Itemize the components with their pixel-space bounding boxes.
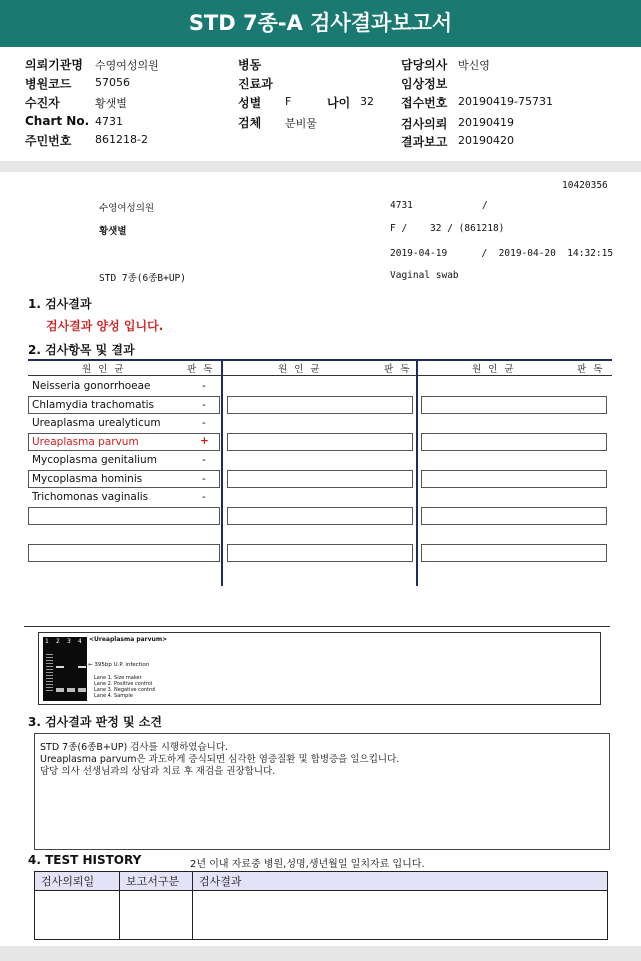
specimen-value: 분비물 bbox=[285, 117, 317, 130]
hospital-name-value: 수영여성의원 bbox=[95, 59, 159, 72]
meta-chart: 4731 bbox=[390, 200, 413, 211]
report-date-label: 결과보고 bbox=[401, 135, 448, 149]
gel-legend-item: Lane 1. Size maker bbox=[94, 675, 142, 681]
result-summary: 검사결과 양성 입니다. bbox=[46, 319, 164, 333]
pathogen-result: - bbox=[202, 473, 206, 485]
results-col-divider-2 bbox=[416, 359, 418, 586]
patient-name-label: 수진자 bbox=[25, 96, 60, 110]
col-header-pathogen-1: 원 인 균 bbox=[82, 364, 126, 375]
sex-value: F bbox=[285, 95, 292, 108]
request-date-value: 20190419 bbox=[458, 116, 514, 129]
col-header-pathogen-2: 원 인 균 bbox=[278, 364, 322, 375]
result-row-box-empty bbox=[28, 544, 220, 562]
meta-test-name: STD 7종(6종B+UP) bbox=[99, 273, 186, 284]
specimen-label: 검체 bbox=[238, 116, 262, 130]
gel-legend-item: Lane 4. Sample bbox=[94, 693, 133, 699]
gel-band bbox=[56, 666, 64, 668]
pathogen-result: - bbox=[202, 491, 206, 503]
resident-no-value: 861218-2 bbox=[95, 133, 148, 146]
gel-legend-item: Lane 2. Positive control bbox=[94, 681, 153, 687]
header-separator bbox=[0, 161, 641, 172]
pathogen-name: Trichomonas vaginalis bbox=[32, 491, 149, 503]
history-cell bbox=[120, 891, 193, 940]
chart-no-value: 4731 bbox=[95, 115, 123, 128]
opinion-line: Ureaplasma parvum은 과도하게 증식되면 심각한 염증질환 및 합병증을 일으킵니다. bbox=[40, 754, 400, 765]
section2-title: 2. 검사항목 및 결과 bbox=[28, 343, 135, 357]
age-label: 나이 bbox=[327, 96, 351, 110]
lane-number: 2 bbox=[56, 638, 60, 645]
result-row-box-empty bbox=[421, 544, 607, 562]
report-date-value: 20190420 bbox=[458, 134, 514, 147]
col-header-pathogen-3: 원 인 균 bbox=[472, 364, 516, 375]
footer-separator bbox=[0, 946, 641, 961]
result-row-box-empty bbox=[421, 396, 607, 414]
gel-band bbox=[67, 688, 75, 692]
col-header-judge-3: 판 독 bbox=[577, 364, 605, 375]
result-row-box-empty bbox=[421, 507, 607, 525]
result-row-box-empty bbox=[227, 544, 413, 562]
sex-label: 성별 bbox=[238, 96, 262, 110]
result-row-box-empty bbox=[227, 396, 413, 414]
gel-band-label: ← 395bp U.P. infection bbox=[88, 662, 150, 668]
gel-band bbox=[56, 688, 64, 692]
lane-number: 3 bbox=[67, 638, 71, 645]
pathogen-name: Mycoplasma hominis bbox=[32, 473, 143, 485]
pathogen-result: - bbox=[202, 380, 206, 392]
history-table bbox=[34, 871, 608, 940]
result-row-box-empty bbox=[227, 433, 413, 451]
section3-title: 3. 검사결과 판정 및 소견 bbox=[28, 715, 162, 729]
receipt-no-value: 20190419-75731 bbox=[458, 95, 553, 108]
hospital-code-label: 병원코드 bbox=[25, 77, 72, 91]
history-col-report-type: 보고서구분 bbox=[120, 872, 193, 891]
meta-slash: / bbox=[482, 200, 488, 211]
meta-dates: 2019-04-19 / 2019-04-20 14:32:15 bbox=[390, 248, 614, 259]
gel-panel bbox=[38, 632, 601, 705]
result-row-box-empty bbox=[421, 433, 607, 451]
lane-number: 4 bbox=[78, 638, 82, 645]
meta-sex-age: F / 32 / (861218) bbox=[390, 223, 505, 234]
history-empty-row bbox=[35, 891, 608, 940]
pathogen-result: - bbox=[202, 454, 206, 466]
gel-title: <Ureaplasma parvum> bbox=[89, 636, 168, 643]
pathogen-result-positive: + bbox=[200, 435, 209, 447]
pathogen-name: Neisseria gonorrhoeae bbox=[32, 380, 151, 392]
patient-name-value: 황샛별 bbox=[95, 97, 127, 110]
history-col-request-date: 검사의뢰일 bbox=[35, 872, 120, 891]
size-marker-ladder bbox=[46, 652, 53, 692]
meta-patient: 황샛별 bbox=[99, 226, 127, 237]
pathogen-name: Chlamydia trachomatis bbox=[32, 399, 155, 411]
result-row-box-empty bbox=[421, 470, 607, 488]
history-note: 2년 이내 자료중 병원,성명,생년월일 일치자료 입니다. bbox=[190, 859, 425, 870]
opinion-box bbox=[34, 733, 610, 850]
pathogen-name-positive: Ureaplasma parvum bbox=[32, 436, 139, 448]
pathogen-name: Mycoplasma genitalium bbox=[32, 454, 157, 466]
hospital-code-value: 57056 bbox=[95, 76, 130, 89]
resident-no-label: 주민번호 bbox=[25, 134, 72, 148]
gel-band bbox=[78, 688, 86, 692]
results-table-header-rule bbox=[28, 375, 612, 376]
result-row-box-empty bbox=[227, 507, 413, 525]
chart-no-label: Chart No. bbox=[25, 114, 90, 128]
history-cell bbox=[193, 891, 608, 940]
gel-section-rule bbox=[24, 626, 610, 627]
history-col-result: 검사결과 bbox=[193, 872, 608, 891]
lane-number: 1 bbox=[45, 638, 49, 645]
opinion-line: STD 7종(6종B+UP) 검사를 시행하였습니다. bbox=[40, 742, 229, 753]
meta-hospital: 수영여성의원 bbox=[99, 203, 155, 214]
receipt-no-label: 접수번호 bbox=[401, 96, 448, 110]
doctor-label: 담당의사 bbox=[401, 58, 448, 72]
results-col-divider-1 bbox=[221, 359, 223, 586]
request-date-label: 검사의뢰 bbox=[401, 117, 448, 131]
history-header-row bbox=[35, 872, 608, 891]
gel-legend-item: Lane 3. Negative control bbox=[94, 687, 156, 693]
section4-title: 4. TEST HISTORY bbox=[28, 853, 142, 867]
result-row-box-empty bbox=[28, 507, 220, 525]
meta-specimen: Vaginal swab bbox=[390, 270, 459, 281]
result-row-box-empty bbox=[227, 470, 413, 488]
history-cell bbox=[35, 891, 120, 940]
gel-image bbox=[43, 637, 87, 701]
hospital-name-label: 의뢰기관명 bbox=[25, 58, 83, 72]
col-header-judge-1: 판 독 bbox=[187, 364, 215, 375]
pathogen-result: - bbox=[202, 399, 206, 411]
section1-title: 1. 검사결과 bbox=[28, 297, 92, 311]
pathogen-name: Ureaplasma urealyticum bbox=[32, 417, 161, 429]
pathogen-result: - bbox=[202, 417, 206, 429]
report-title: STD 7종-A 검사결과보고서 bbox=[0, 0, 641, 47]
doctor-value: 박신영 bbox=[458, 59, 490, 72]
gel-legend bbox=[94, 675, 155, 699]
gel-band bbox=[78, 666, 86, 668]
clinical-info-label: 임상정보 bbox=[401, 77, 448, 91]
col-header-judge-2: 판 독 bbox=[384, 364, 412, 375]
age-value: 32 bbox=[360, 95, 374, 108]
opinion-line: 담당 의사 선생님과의 상담과 치료 후 재검을 권장합니다. bbox=[40, 766, 276, 777]
department-label: 진료과 bbox=[238, 77, 273, 91]
report-code: 10420356 bbox=[562, 180, 608, 191]
ward-label: 병동 bbox=[238, 58, 262, 72]
